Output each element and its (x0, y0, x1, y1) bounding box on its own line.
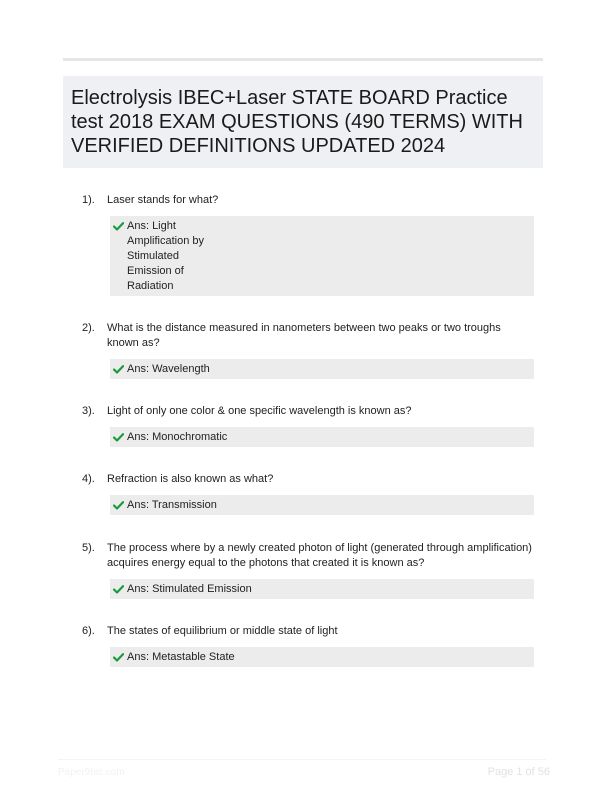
question-number: 6). (82, 625, 95, 637)
question-item-5 (80, 541, 540, 599)
question-number: 3). (82, 405, 95, 417)
question-row (80, 321, 540, 351)
question-text: The process where by a newly created photon of light (generated through amplification) acquires energy equal to the photons that created it is known as? (107, 542, 532, 569)
question-row (80, 193, 540, 208)
answer-text: Ans: Stimulated Emission (127, 583, 252, 595)
check-icon (113, 650, 126, 665)
check-icon (113, 582, 126, 597)
question-text: The states of equilibrium or middle state of light (107, 625, 338, 637)
answer-box (110, 216, 534, 296)
question-text: Laser stands for what? (107, 194, 219, 206)
question-number: 2). (82, 322, 95, 334)
answer-box (110, 647, 534, 667)
question-number: 1). (82, 194, 95, 206)
question-item-2 (80, 321, 540, 379)
question-text: What is the distance measured in nanometers between two peaks or two troughs known as? (107, 322, 501, 349)
question-number: 5). (82, 542, 95, 554)
check-icon (113, 219, 126, 234)
question-row (80, 624, 540, 639)
footer-source: Paper9bic.com (58, 767, 125, 778)
question-item-1 (80, 193, 540, 296)
question-text: Refraction is also known as what? (107, 473, 274, 485)
top-divider (63, 58, 543, 61)
answer-text: Ans: Monochromatic (127, 431, 228, 443)
question-text: Light of only one color & one specific wavelength is known as? (107, 405, 412, 417)
question-row (80, 472, 540, 487)
check-icon (113, 498, 126, 513)
question-item-6 (80, 624, 540, 667)
answer-text: Ans: Metastable State (127, 651, 235, 663)
question-item-4 (80, 472, 540, 515)
answer-box (110, 359, 534, 379)
answer-box (110, 495, 534, 515)
document-title: Electrolysis IBEC+Laser STATE BOARD Practice test 2018 EXAM QUESTIONS (490 TERMS) WITH VERIFIED DEFINITIONS UPDATED 2024 (71, 87, 523, 157)
answer-box (110, 427, 534, 447)
question-row (80, 541, 540, 571)
answer-text: Ans: Light Amplification by Stimulated Emission of Radiation (127, 220, 205, 292)
answer-box (110, 579, 534, 599)
answer-text: Ans: Transmission (127, 499, 217, 511)
footer-divider (58, 759, 546, 760)
answer-text: Ans: Wavelength (127, 363, 210, 375)
question-number: 4). (82, 473, 95, 485)
check-icon (113, 430, 126, 445)
question-row (80, 404, 540, 419)
check-icon (113, 362, 126, 377)
page-number: Page 1 of 56 (487, 766, 550, 778)
title-banner (63, 76, 543, 168)
question-item-3 (80, 404, 540, 447)
